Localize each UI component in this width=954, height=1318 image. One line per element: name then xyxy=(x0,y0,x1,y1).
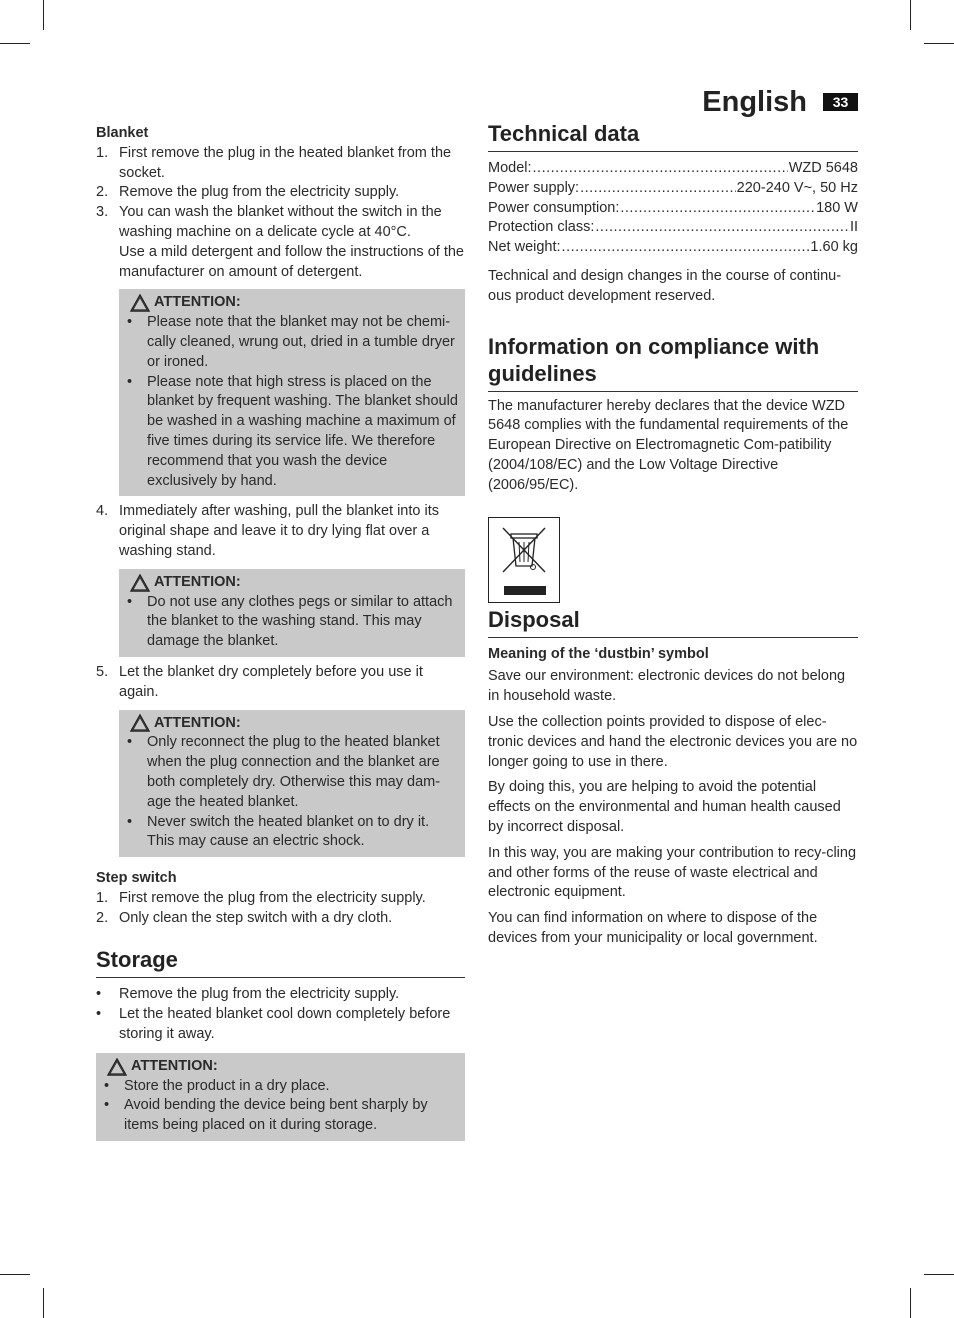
list-item: • Please note that the blanket may not be chemi-cally cleaned, wrung out, dried in a tumble dryer or ironed. xyxy=(127,314,455,370)
technical-data-heading: Technical data xyxy=(488,120,858,152)
list-item: 1. First remove the plug in the heated blanket from the socket. xyxy=(96,144,452,181)
page-number: 33 xyxy=(823,93,858,111)
compliance-heading: Information on compliance with guidelines xyxy=(488,333,858,392)
paragraph: By doing this, you are helping to avoid the potential effects on the environmental and human health caused by incorrect disposal. xyxy=(488,779,841,835)
compliance-text: The manufacturer hereby declares that the device WZD 5648 complies with the fundamental requirements of the European Directive on Electromagnetic Com-patibility (2004/108/EC) and the Low Voltage Directive (2006/95/EC). xyxy=(488,397,849,493)
crop-mark xyxy=(0,1274,30,1275)
crop-mark xyxy=(924,1274,954,1275)
list-item: • Let the heated blanket cool down completely before storing it away. xyxy=(96,1006,451,1043)
step-switch-title: Step switch xyxy=(96,870,177,887)
list-item: 4. Immediately after washing, pull the blanket into its original shape and leave it to dry lying flat over a washing stand. xyxy=(96,503,439,559)
attention-title: ATTENTION: xyxy=(107,1057,460,1077)
list-item: 2. Only clean the step switch with a dry cloth. xyxy=(96,909,393,926)
crop-mark xyxy=(910,1288,911,1318)
list-item: • Store the product in a dry place. xyxy=(104,1077,330,1094)
attention-box xyxy=(119,569,465,657)
page-language: English xyxy=(702,86,807,118)
attention-box xyxy=(119,710,465,858)
left-column xyxy=(96,124,465,1147)
blanket-steps xyxy=(96,144,465,283)
crop-mark xyxy=(910,0,911,30)
table-row: Power supply: ..... 220-240 V~, 50 Hz xyxy=(488,179,858,199)
blanket-title: Blanket xyxy=(96,125,149,141)
attention-box xyxy=(119,289,465,496)
right-column xyxy=(488,120,858,949)
list-item: 3. You can wash the blanket without the switch in the washing machine on a delicate cycle at 40°C. Use a mild detergent and follow the instructions of the manufacturer on amount of detergent. xyxy=(96,204,464,280)
list-item: • Remove the plug from the electricity supply. xyxy=(96,986,400,1003)
warning-icon xyxy=(130,294,150,312)
crop-mark xyxy=(43,0,44,30)
dustbin-symbol-title: Meaning of the ‘dustbin’ symbol xyxy=(488,645,709,662)
attention-title: ATTENTION: xyxy=(130,714,460,734)
paragraph: Use the collection points provided to dispose of elec-tronic devices and hand the electronic devices you are no longer going to use in there. xyxy=(488,713,858,770)
paragraph: Save our environment: electronic devices do not belong in household waste. xyxy=(488,668,846,705)
list-item: • Never switch the heated blanket on to dry it. This may cause an electric shock. xyxy=(127,813,430,850)
warning-icon xyxy=(107,1058,127,1076)
paragraph: You can find information on where to dispose of the devices from your municipality or local government. xyxy=(488,910,818,946)
table-row: Protection class: ..... II xyxy=(488,218,858,238)
table-row: Net weight: ..... 1.60 kg xyxy=(488,238,858,258)
attention-box xyxy=(96,1053,465,1141)
technical-note: Technical and design changes in the course of continu-ous product development reserved. xyxy=(488,267,842,304)
attention-title: ATTENTION: xyxy=(130,573,460,593)
list-item: • Please note that high stress is placed on the blanket by frequent washing. The blanket should be washed in a washing machine a maximum of five times during its service life. We therefore recommend that you wash the device exclusively by hand. xyxy=(127,373,458,489)
table-row: Power consumption: ..... 180 W xyxy=(488,199,858,219)
technical-data-table xyxy=(488,159,858,258)
warning-icon xyxy=(130,714,150,732)
list-item: • Only reconnect the plug to the heated blanket when the plug connection and the blanket are both completely dry. Otherwise this may dam-age the heated blanket. xyxy=(127,734,441,810)
paragraph: In this way, you are making your contribution to recy-cling and other forms of the reuse of waste electrical and electronic equipment. xyxy=(488,844,857,901)
disposal-heading: Disposal xyxy=(488,606,858,638)
crop-mark xyxy=(43,1288,44,1318)
dustbin-icon xyxy=(489,518,559,602)
list-item: • Avoid bending the device being bent sharply by items being placed on it during storage. xyxy=(104,1097,428,1134)
crop-mark xyxy=(0,43,30,44)
list-item: 2. Remove the plug from the electricity supply. xyxy=(96,184,400,201)
storage-heading: Storage xyxy=(96,946,465,978)
crop-mark xyxy=(924,43,954,44)
crossed-dustbin-icon xyxy=(488,517,560,603)
storage-list xyxy=(96,985,465,1044)
warning-icon xyxy=(130,574,150,592)
list-item: 1. First remove the plug from the electricity supply. xyxy=(96,889,426,906)
attention-title: ATTENTION: xyxy=(130,293,460,313)
list-item: • Do not use any clothes pegs or similar to attach the blanket to the washing stand. This may damage the blanket. xyxy=(127,593,453,650)
list-item: 5. Let the blanket dry completely before you use it again. xyxy=(96,663,423,700)
table-row: Model: ..... WZD 5648 xyxy=(488,159,858,179)
